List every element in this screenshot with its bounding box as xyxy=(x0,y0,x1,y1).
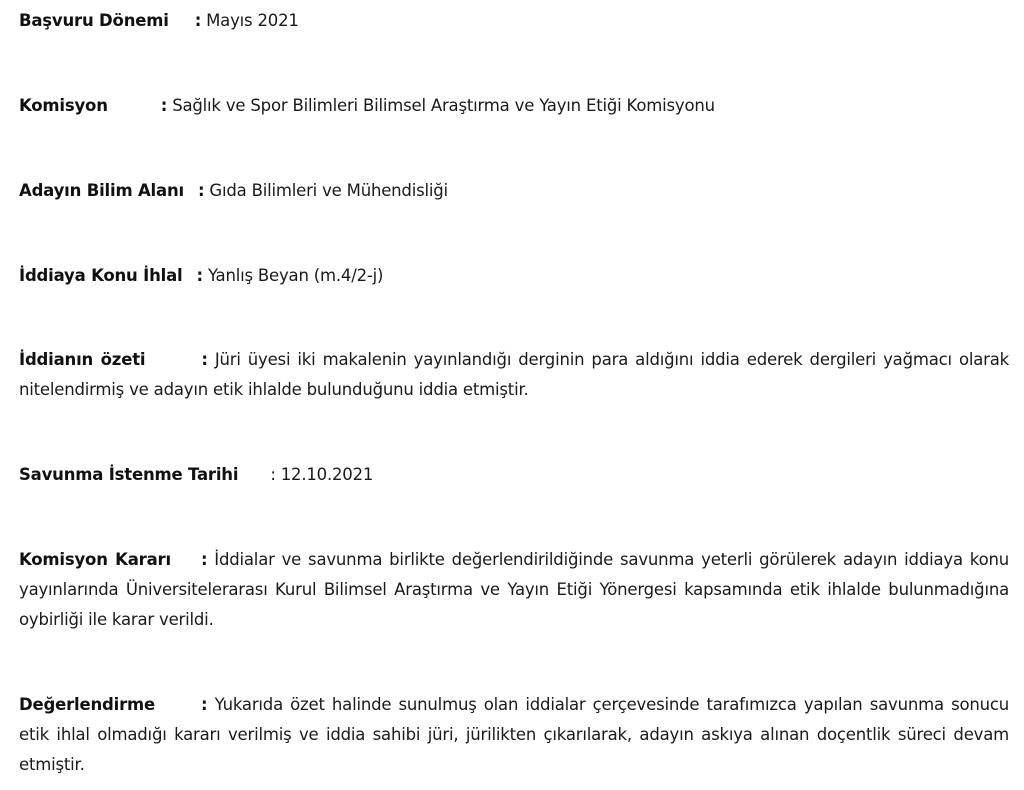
field-label: Değerlendirme xyxy=(19,695,156,714)
field-value: Jüri üyesi iki makalenin yayınlandığı derginin para aldığını iddia ederek dergileri yağmacı olarak nitelendirmiş ve adayın etik ihlalde bulunduğunu iddia etmiştir. xyxy=(19,350,1009,399)
field-label: İddianın özeti xyxy=(19,350,146,369)
field-value: İddialar ve savunma birlikte değerlendirildiğinde savunma yeterli görülerek adayın iddiaya konu yayınlarında Üniversitelerarası Kurul Bilimsel Araştırma ve Yayın Etiği Yönergesi kapsamında etik ihlalde bulunmadığına oybirliği ile karar verildi. xyxy=(19,550,1009,629)
field-komisyon xyxy=(19,91,1009,121)
field-label: İddiaya Konu İhlal xyxy=(19,266,183,285)
field-label: Savunma İstenme Tarihi xyxy=(19,465,239,484)
field-bilim-alani xyxy=(19,176,1009,206)
field-colon: : xyxy=(201,350,208,369)
field-degerlendirme xyxy=(19,690,1009,780)
field-iddiaya-konu-ihlal xyxy=(19,261,1009,291)
field-colon: : xyxy=(197,181,205,200)
field-value: Sağlık ve Spor Bilimleri Bilimsel Araştırma ve Yayın Etiği Komisyonu xyxy=(172,96,715,115)
field-komisyon-karari xyxy=(19,545,1009,635)
field-value: Yanlış Beyan (m.4/2-j) xyxy=(207,266,384,285)
field-savunma-istenme-tarihi xyxy=(19,460,1009,490)
field-colon: : xyxy=(160,96,168,115)
field-value: Gıda Bilimleri ve Mühendisliği xyxy=(209,181,448,200)
field-label: Komisyon Kararı xyxy=(19,550,171,569)
field-colon: : xyxy=(201,695,208,714)
field-colon: : xyxy=(196,266,203,285)
field-value: Yukarıda özet halinde sunulmuş olan iddialar çerçevesinde tarafımızca yapılan savunma sonucu etik ihlal olmadığı kararı verilmiş ve iddia sahibi jüri, jürilikten çıkarılarak, adayın askıya alınan doçentlik süreci devam etmiştir. xyxy=(19,695,1010,774)
field-basvuru-donemi xyxy=(19,6,1009,36)
field-iddianin-ozeti xyxy=(19,345,1009,405)
field-value: Mayıs 2021 xyxy=(206,11,299,30)
field-colon: : xyxy=(200,550,208,569)
field-label: Adayın Bilim Alanı xyxy=(19,181,184,200)
field-label: Başvuru Dönemi xyxy=(19,11,169,30)
field-label: Komisyon xyxy=(19,96,108,115)
field-colon: : xyxy=(194,11,202,30)
field-value: 12.10.2021 xyxy=(280,465,374,484)
field-colon: : xyxy=(270,465,276,484)
